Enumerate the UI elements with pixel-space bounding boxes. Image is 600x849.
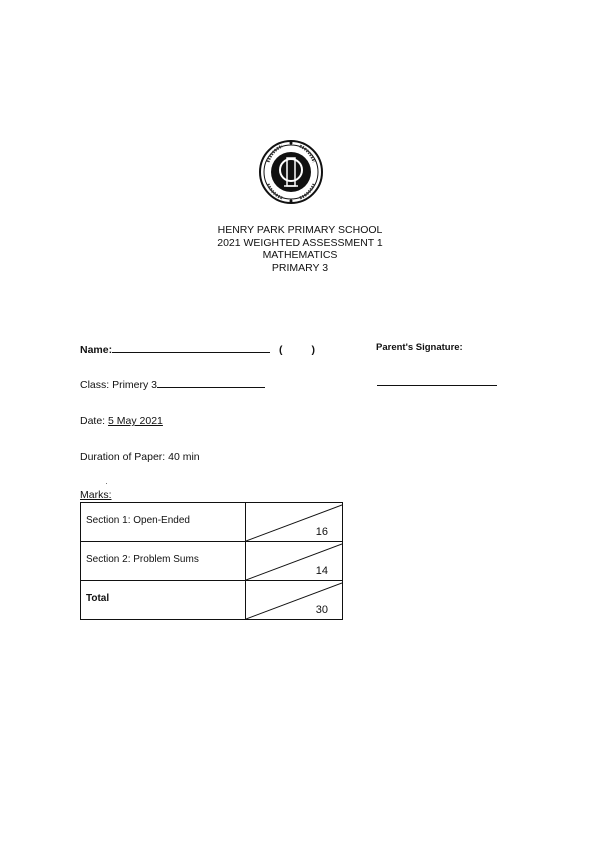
stray-dot [106,483,107,484]
class-field [80,376,265,391]
total-cell: Total [81,581,246,620]
register-open-paren: ( [279,344,283,356]
parent-signature-line[interactable] [377,385,497,386]
class-label: Class: Primery 3 [80,379,158,391]
score-max: 14 [315,565,328,577]
subject-title: MATHEMATICS [262,249,338,261]
marks-label: Marks: [80,489,112,501]
table-row [81,542,343,581]
name-label: Name: [80,344,113,356]
marks-table [80,502,343,620]
table-row [81,503,343,542]
parent-signature-label: Parent's Signature: [376,342,463,353]
table-row [81,581,343,620]
level-title: PRIMARY 3 [271,261,329,274]
section-cell: Section 2: Problem Sums [81,542,246,581]
date-label: Date: [80,415,106,427]
section-cell: Section 1: Open-Ended [81,503,246,542]
date-value: 5 May 2021 [108,415,163,427]
score-cell[interactable] [246,581,343,620]
school-crest-icon [258,132,324,212]
class-blank-line[interactable] [157,376,265,388]
date-field [80,415,163,427]
duration-field: Duration of Paper: 40 min [80,451,200,463]
assessment-title: 2021 WEIGHTED ASSESSMENT 1 [217,236,383,249]
school-crest-logo [258,132,324,212]
name-field [80,341,315,356]
school-name: HENRY PARK PRIMARY SCHOOL [217,224,383,236]
register-close-paren: ) [311,344,315,356]
score-cell[interactable] [246,542,343,581]
score-max: 30 [315,604,328,616]
score-cell[interactable] [246,503,343,542]
paper-header [150,224,450,274]
score-max: 16 [315,526,328,538]
name-blank-line[interactable] [112,341,270,353]
